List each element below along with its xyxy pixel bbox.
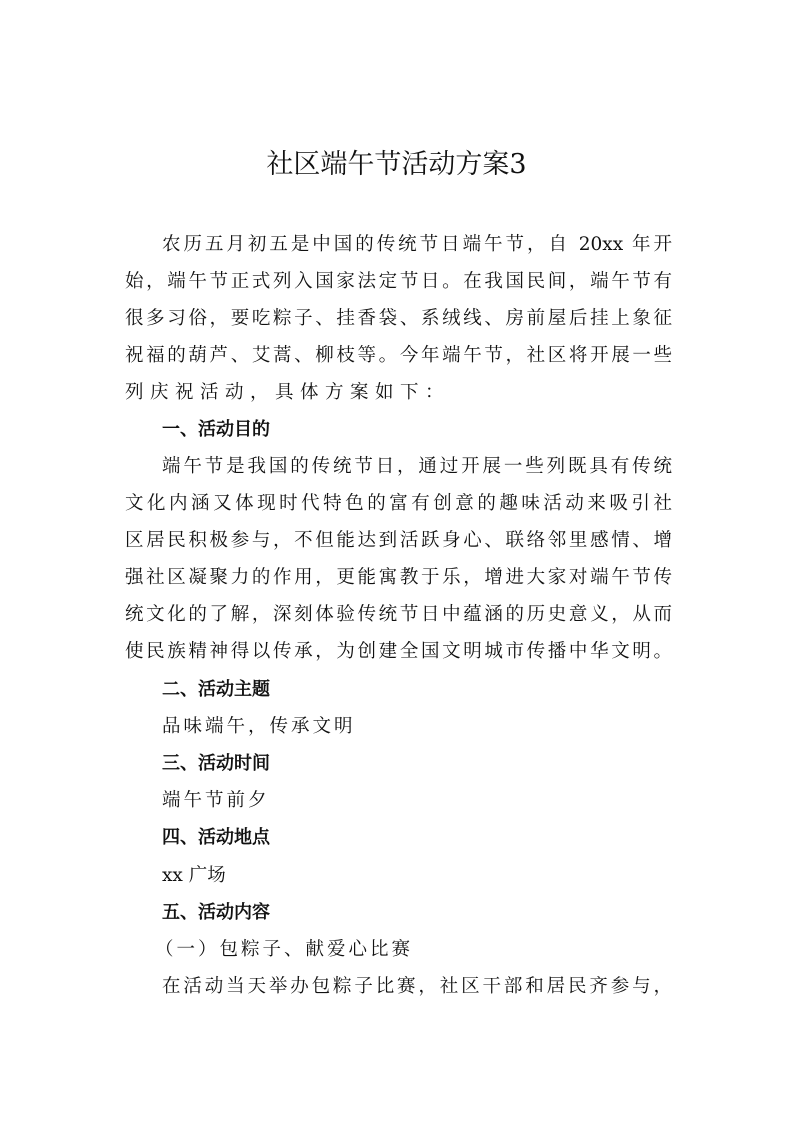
paragraph-line: 始，端午节正式列入国家法定节日。在我国民间，端午节有	[125, 271, 672, 292]
section-text: 在活动当天举办包粽子比赛，社区干部和居民齐参与，	[162, 976, 672, 997]
paragraph-line: 列庆祝活动，具体方案如下：	[125, 382, 451, 403]
paragraph-line: 农历五月初五是中国的传统节日端午节，自 20xx 年开	[162, 234, 672, 255]
paragraph-line: 文化内涵又体现时代特色的富有创意的趣味活动来吸引社	[125, 493, 672, 514]
paragraph-line: 强社区凝聚力的作用，更能寓教于乐，增进大家对端午节传	[125, 567, 672, 588]
paragraph-line: 统文化的了解，深刻体验传统节日中蕴涵的历史意义，从而	[125, 604, 672, 625]
paragraph-line: 端午节是我国的传统节日，通过开展一些列既具有传统	[162, 456, 672, 477]
section-heading: 四、活动地点	[162, 827, 270, 848]
section-heading: 三、活动时间	[162, 753, 270, 774]
section-heading: 二、活动主题	[162, 679, 270, 700]
section-text: 端午节前夕	[162, 790, 270, 811]
section-heading: 一、活动目的	[162, 419, 270, 440]
paragraph-line: 祝福的葫芦、艾蒿、柳枝等。今年端午节，社区将开展一些	[125, 345, 672, 366]
paragraph-line: 区居民积极参与，不但能达到活跃身心、联络邻里感情、增	[125, 530, 672, 551]
paragraph-line: 很多习俗，要吃粽子、挂香袋、系绒线、房前屋后挂上象征	[125, 308, 672, 329]
subsection-heading: （一）包粽子、献爱心比赛	[155, 939, 414, 960]
paragraph-line: 使民族精神得以传承，为创建全国文明城市传播中华文明。	[125, 641, 672, 662]
section-text: xx 广场	[162, 865, 226, 886]
document-title: 社区端午节活动方案3	[266, 149, 527, 180]
section-text: 品味端午，传承文明	[162, 716, 356, 737]
section-heading: 五、活动内容	[162, 902, 270, 923]
